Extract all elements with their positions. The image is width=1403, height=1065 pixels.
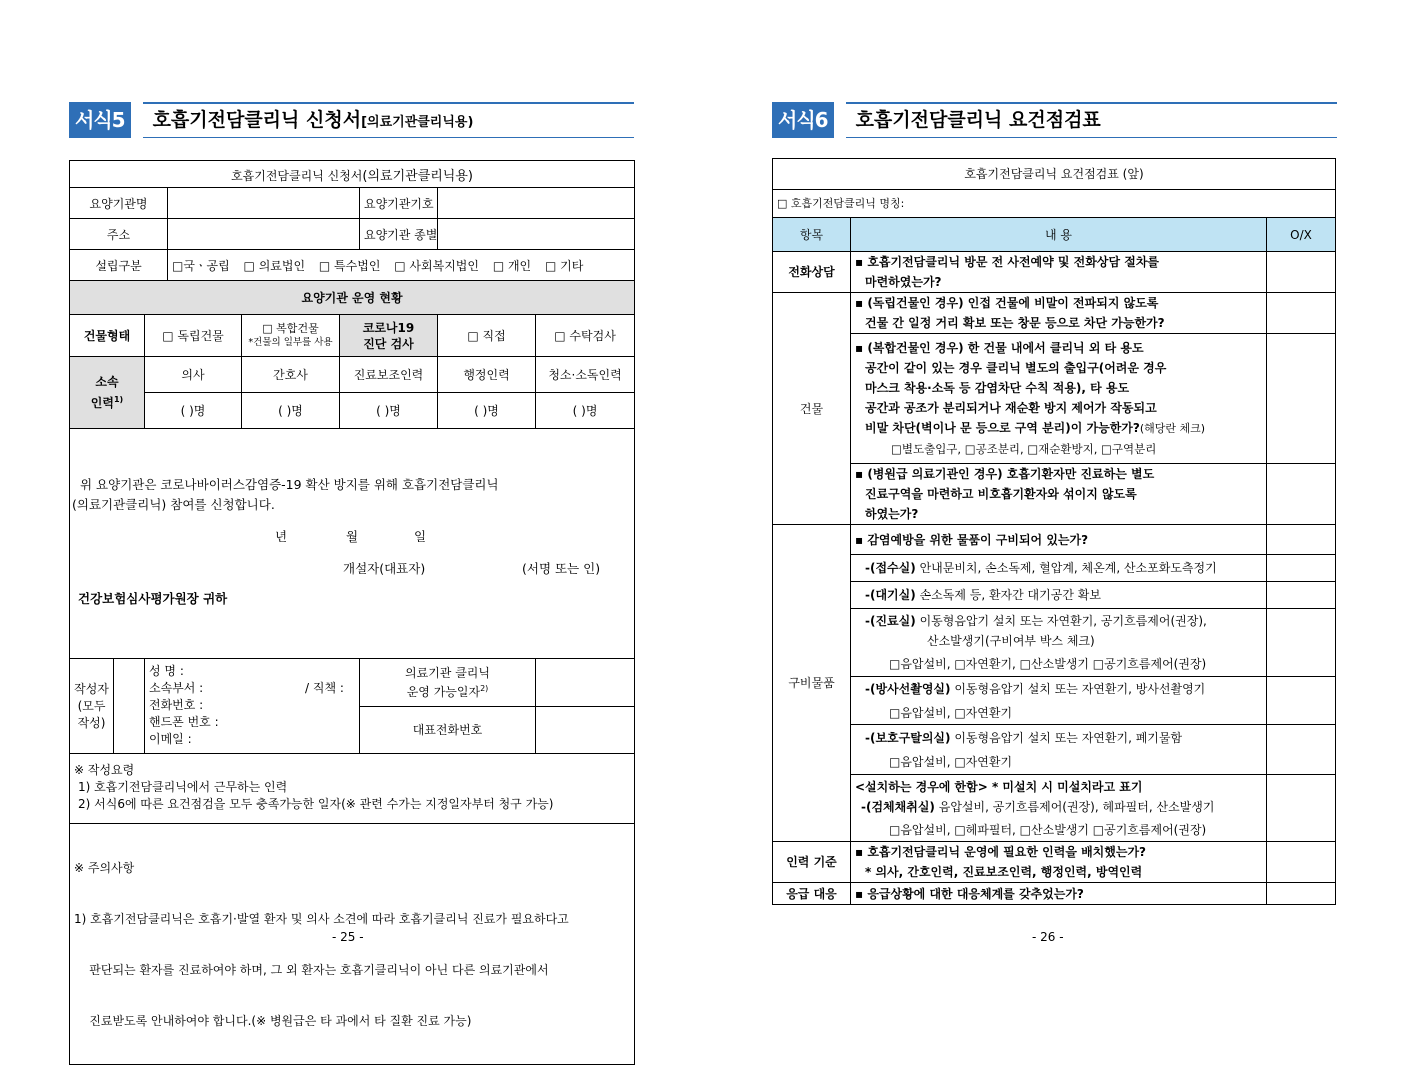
building-q2-ox[interactable] bbox=[1267, 334, 1336, 464]
writer-position[interactable]: / 직책 : bbox=[305, 681, 344, 695]
form5-header-sub: [의료기관클리닉용) bbox=[361, 115, 474, 130]
building-q1 bbox=[851, 293, 1267, 334]
form6-header bbox=[772, 102, 1337, 138]
building-q2 bbox=[851, 334, 1267, 464]
staff-label-line2: 인력 bbox=[90, 396, 114, 410]
staff-count-nurse[interactable]: ( )명 bbox=[242, 393, 340, 429]
page-left bbox=[0, 0, 701, 1028]
section-title: 요양기관 운영 현황 bbox=[70, 281, 635, 315]
avail-sup: 2) bbox=[480, 683, 489, 693]
founding-option-public[interactable]: □국ㆍ공립 bbox=[172, 258, 230, 273]
building-complex-note: *건물의 일부를 사용 bbox=[248, 336, 333, 348]
staff-q-text: ▪ 호흡기전담클리닉 운영에 필요한 인력을 배치했는가? bbox=[855, 842, 1262, 862]
ppe-row bbox=[851, 725, 1267, 775]
guide-title: ※ 작성요령 bbox=[74, 763, 135, 777]
statement-block bbox=[70, 429, 635, 659]
avail-line1: 의료기관 클리닉 bbox=[405, 665, 490, 680]
xray-text: 이동형음압기 설치 또는 자연환기, 방사선촬영기 bbox=[954, 681, 1206, 696]
sign-note: (서명 또는 인) bbox=[522, 561, 601, 576]
sample-room-row bbox=[851, 775, 1267, 842]
form5-header-title bbox=[143, 102, 634, 138]
form5-header-title-text: 호흡기전담클리닉 신청서 bbox=[152, 109, 362, 131]
equipment-ox[interactable] bbox=[1267, 525, 1336, 555]
writer-mobile[interactable]: 핸드폰 번호 : bbox=[149, 715, 219, 729]
building-q1-ox[interactable] bbox=[1267, 293, 1336, 334]
xray-row bbox=[851, 677, 1267, 725]
page-number-right: - 26 - bbox=[1032, 930, 1064, 944]
building-q2-line5: 비말 차단(벽이나 문 등으로 구역 분리)이 가능한가? bbox=[865, 421, 1140, 435]
writer-name[interactable]: 성 명 : bbox=[149, 664, 184, 678]
sample-label: -(검체채취실) bbox=[861, 799, 935, 814]
exam-text2: 산소발생기(구비여부 박스 체크) bbox=[927, 634, 1095, 648]
staff-sup: 1) bbox=[113, 395, 124, 404]
building-type-label: 건물형태 bbox=[70, 315, 145, 357]
building-q1-line2: 건물 간 일정 거리 확보 또는 창문 등으로 차단 가능한가? bbox=[865, 316, 1165, 330]
staff-q-sub: * 의사, 간호인력, 진료보조인력, 행정인력, 방역인력 bbox=[865, 865, 1143, 879]
org-type-label: 요양기관 종별 bbox=[360, 219, 438, 250]
emergency-question bbox=[851, 883, 1267, 905]
caution-line-1: 1) 호흡기전담클리닉은 호흡기·발열 환자 및 의사 소견에 따라 호흡기클리닉 진료가 필요하다고 bbox=[74, 912, 569, 926]
date-month: 월 bbox=[346, 529, 359, 544]
statement-line2: (의료기관클리닉) 참여를 신청합니다. bbox=[72, 497, 275, 512]
building-q3-line3: 하였는가? bbox=[865, 507, 919, 521]
building-q2-line1: ▪ (복합건물인 경우) 한 건물 내에서 클리닉 외 타 용도 bbox=[855, 338, 1262, 358]
page-number-left: - 25 - bbox=[332, 930, 364, 944]
building-q3-line2: 진료구역을 마련하고 비호흡기환자와 섞이지 않도록 bbox=[865, 487, 1137, 501]
ppe-ox[interactable] bbox=[1267, 725, 1336, 775]
guide-block bbox=[70, 754, 635, 824]
corona-line2: 진단 검사 bbox=[363, 336, 414, 351]
staff-standard-ox[interactable] bbox=[1267, 842, 1336, 883]
corona-test-label bbox=[340, 315, 438, 357]
ppe-text: 이동형음압기 설치 또는 자연환기, 폐기물함 bbox=[954, 730, 1183, 745]
building-complex-option[interactable] bbox=[242, 315, 340, 357]
emergency-label: 응급 대응 bbox=[773, 883, 851, 905]
avail-date-field[interactable] bbox=[536, 659, 635, 707]
writer-label-line1: 작성자 bbox=[74, 681, 109, 696]
phone-q-line1: ▪ 호흡기전담클리닉 방문 전 사전예약 및 전화상담 절차를 bbox=[855, 252, 1262, 272]
lobby-label: -(대기실) bbox=[865, 588, 916, 602]
checklist-title: 호흡기전담클리닉 요건점검표 (앞) bbox=[773, 159, 1336, 190]
caution-block bbox=[70, 824, 635, 1065]
org-name-field[interactable] bbox=[168, 188, 360, 219]
caution-title: ※ 주의사항 bbox=[74, 861, 135, 875]
sample-checks[interactable]: □음압설비, □헤파필터, □산소발생기 □공기흐름제어(권장) bbox=[889, 822, 1207, 837]
founding-option-special[interactable]: □ 특수법인 bbox=[318, 258, 381, 273]
building-q3 bbox=[851, 464, 1267, 525]
founding-option-medical[interactable]: □ 의료법인 bbox=[243, 258, 306, 273]
caution-line-3: 진료받도록 안내하여야 합니다.(※ 병원급은 타 과에서 타 질환 진료 가능) bbox=[74, 1014, 472, 1028]
staff-label-line1: 소속 bbox=[95, 375, 119, 389]
lobby-ox[interactable] bbox=[1267, 582, 1336, 609]
rep-phone-label: 대표전화번호 bbox=[360, 706, 536, 754]
staff-count-admin[interactable]: ( )명 bbox=[438, 393, 536, 429]
waiting-label: -(접수실) bbox=[865, 561, 916, 575]
emergency-q-text: ▪ 응급상황에 대한 대응체계를 갖추었는가? bbox=[855, 887, 1084, 901]
address-label: 주소 bbox=[70, 219, 168, 250]
writer-dept-row bbox=[149, 680, 355, 697]
form6-badge: 서식6 bbox=[772, 102, 834, 138]
phone-consult-question bbox=[851, 252, 1267, 293]
writer-dept[interactable]: 소속부서 : bbox=[149, 681, 204, 695]
col-content-header: 내 용 bbox=[851, 218, 1267, 252]
writer-phone[interactable]: 전화번호 : bbox=[149, 698, 204, 712]
lobby-text: 손소독제 등, 환자간 대기공간 확보 bbox=[919, 588, 1101, 602]
ppe-label: -(보호구탈의실) bbox=[865, 730, 951, 745]
exam-checks[interactable]: □음압설비, □자연환기, □산소발생기 □공기흐름제어(권장) bbox=[889, 657, 1207, 671]
lobby-row bbox=[851, 582, 1267, 609]
caution-line-2: 판단되는 환자를 진료하여야 하며, 그 외 환자는 호흡기클리닉이 아닌 다른 의료기관에서 bbox=[74, 963, 549, 977]
building-q2-line4: 공간과 공조가 분리되거나 재순환 방지 제어가 작동되고 bbox=[865, 401, 1157, 415]
rep-phone-field[interactable] bbox=[536, 706, 635, 754]
building-q1-line1: ▪ (독립건물인 경우) 인접 건물에 비말이 전파되지 않도록 bbox=[855, 293, 1262, 313]
form5-badge: 서식5 bbox=[69, 102, 131, 138]
form-title bbox=[70, 161, 635, 188]
building-standalone-option[interactable]: □ 독립건물 bbox=[145, 315, 242, 357]
exam-text: 이동형음압기 설치 또는 자연환기, 공기흐름제어(권장), bbox=[919, 614, 1207, 628]
col-item-header: 항목 bbox=[773, 218, 851, 252]
phone-consult-ox[interactable] bbox=[1267, 252, 1336, 293]
writer-info bbox=[145, 659, 360, 754]
building-q2-line3: 마스크 착용·소독 등 감염차단 수칙 적용), 타 용도 bbox=[865, 381, 1130, 395]
install-note: <설치하는 경우에 한함> * 미설치 시 미설치라고 표기 bbox=[855, 779, 1143, 794]
signer-label: 개설자(대표자) bbox=[343, 561, 426, 576]
staff-label bbox=[70, 357, 145, 429]
equipment-question bbox=[851, 525, 1267, 555]
xray-ox[interactable] bbox=[1267, 677, 1336, 725]
date-day: 일 bbox=[414, 529, 427, 544]
building-q2-line2: 공간이 같이 있는 경우 클리닉 별도의 출입구(어려운 경우 bbox=[865, 361, 1167, 375]
page-right bbox=[701, 0, 1403, 992]
sample-room-ox[interactable] bbox=[1267, 775, 1336, 842]
writer-label-line2: (모두 bbox=[77, 698, 106, 713]
xray-label: -(방사선촬영실) bbox=[865, 681, 951, 696]
staff-count-assistant[interactable]: ( )명 bbox=[340, 393, 438, 429]
staff-header-cleaning: 청소·소독인력 bbox=[536, 357, 635, 393]
founding-options bbox=[168, 250, 635, 281]
building-label: 건물 bbox=[773, 293, 851, 525]
waiting-room-ox[interactable] bbox=[1267, 555, 1336, 582]
form-title-sub: (의료기관클리닉용) bbox=[362, 168, 473, 184]
phone-q-line2: 마련하였는가? bbox=[865, 275, 942, 289]
founding-option-private[interactable]: □ 개인 bbox=[492, 258, 532, 273]
writer-email[interactable]: 이메일 : bbox=[149, 732, 192, 746]
exam-room-ox[interactable] bbox=[1267, 609, 1336, 677]
building-q3-ox[interactable] bbox=[1267, 464, 1336, 525]
form-title-text: 호흡기전담클리닉 신청서 bbox=[231, 168, 363, 183]
waiting-text: 안내문비치, 손소독제, 혈압계, 체온계, 산소포화도측정기 bbox=[919, 561, 1217, 575]
guide-item-1: 1) 호흡기전담클리닉에서 근무하는 인력 bbox=[78, 780, 288, 794]
avail-date-label bbox=[360, 659, 536, 707]
sample-text: 음압설비, 공기흐름제어(권장), 헤파필터, 산소발생기 bbox=[938, 799, 1215, 814]
phone-consult-label: 전화상담 bbox=[773, 252, 851, 293]
building-complex-label: □ 복합건물 bbox=[262, 321, 319, 335]
ppe-checks[interactable]: □음압설비, □자연환기 bbox=[889, 754, 1013, 769]
test-outsourced-option[interactable]: □ 수탁검사 bbox=[536, 315, 635, 357]
addressee: 건강보험심사평가원장 귀하 bbox=[78, 591, 228, 606]
org-code-label: 요양기관기호 bbox=[360, 188, 438, 219]
founding-option-welfare[interactable]: □ 사회복지법인 bbox=[394, 258, 479, 273]
xray-checks[interactable]: □음압설비, □자연환기 bbox=[889, 705, 1013, 720]
writer-label bbox=[70, 659, 145, 754]
staff-header-doctor: 의사 bbox=[145, 357, 242, 393]
statement-line1: 위 요양기관은 코로나바이러스감염증-19 확산 방지를 위해 호흡기전담클리닉 bbox=[80, 477, 499, 492]
staff-standard-label: 인력 기준 bbox=[773, 842, 851, 883]
staff-header-admin: 행정인력 bbox=[438, 357, 536, 393]
form5-header bbox=[69, 102, 634, 138]
form6-header-title: 호흡기전담클리닉 요건점검표 bbox=[846, 102, 1337, 138]
exam-label: -(진료실) bbox=[865, 614, 916, 628]
equipment-label: 구비물품 bbox=[773, 525, 851, 842]
equipment-q-text: ▪ 감염예방을 위한 물품이 구비되어 있는가? bbox=[855, 533, 1088, 547]
org-code-field[interactable] bbox=[438, 188, 635, 219]
date-year: 년 bbox=[275, 529, 288, 544]
org-type-field[interactable] bbox=[438, 219, 635, 250]
staff-count-doctor[interactable]: ( )명 bbox=[145, 393, 242, 429]
staff-standard-question bbox=[851, 842, 1267, 883]
test-direct-option[interactable]: □ 직접 bbox=[438, 315, 536, 357]
building-q2-checks[interactable]: □별도출입구, □공조분리, □재순환방지, □구역분리 bbox=[891, 442, 1157, 456]
staff-header-assistant: 진료보조인력 bbox=[340, 357, 438, 393]
writer-label-line3: 작성) bbox=[77, 715, 106, 730]
guide-item-2: 2) 서식6에 따른 요건점검을 모두 충족가능한 일자(※ 관련 수가는 지정일자부터 청구 가능) bbox=[78, 797, 554, 811]
org-name-label: 요양기관명 bbox=[70, 188, 168, 219]
staff-count-cleaning[interactable]: ( )명 bbox=[536, 393, 635, 429]
emergency-ox[interactable] bbox=[1267, 883, 1336, 905]
exam-room-row bbox=[851, 609, 1267, 677]
founding-option-other[interactable]: □ 기타 bbox=[544, 258, 584, 273]
address-field[interactable] bbox=[168, 219, 360, 250]
staff-header-nurse: 간호사 bbox=[242, 357, 340, 393]
col-ox-header: O/X bbox=[1267, 218, 1336, 252]
clinic-name-row[interactable]: □ 호흡기전담클리닉 명칭: bbox=[773, 190, 1336, 218]
building-q3-line1: ▪ (병원급 의료기관인 경우) 호흡기환자만 진료하는 별도 bbox=[855, 464, 1262, 484]
corona-line1: 코로나19 bbox=[362, 320, 415, 335]
building-q2-note: (해당란 체크) bbox=[1139, 422, 1206, 435]
checklist-table bbox=[772, 158, 1336, 905]
waiting-room-row bbox=[851, 555, 1267, 582]
avail-line2: 운영 가능일자 bbox=[406, 684, 481, 699]
founding-label: 설립구분 bbox=[70, 250, 168, 281]
